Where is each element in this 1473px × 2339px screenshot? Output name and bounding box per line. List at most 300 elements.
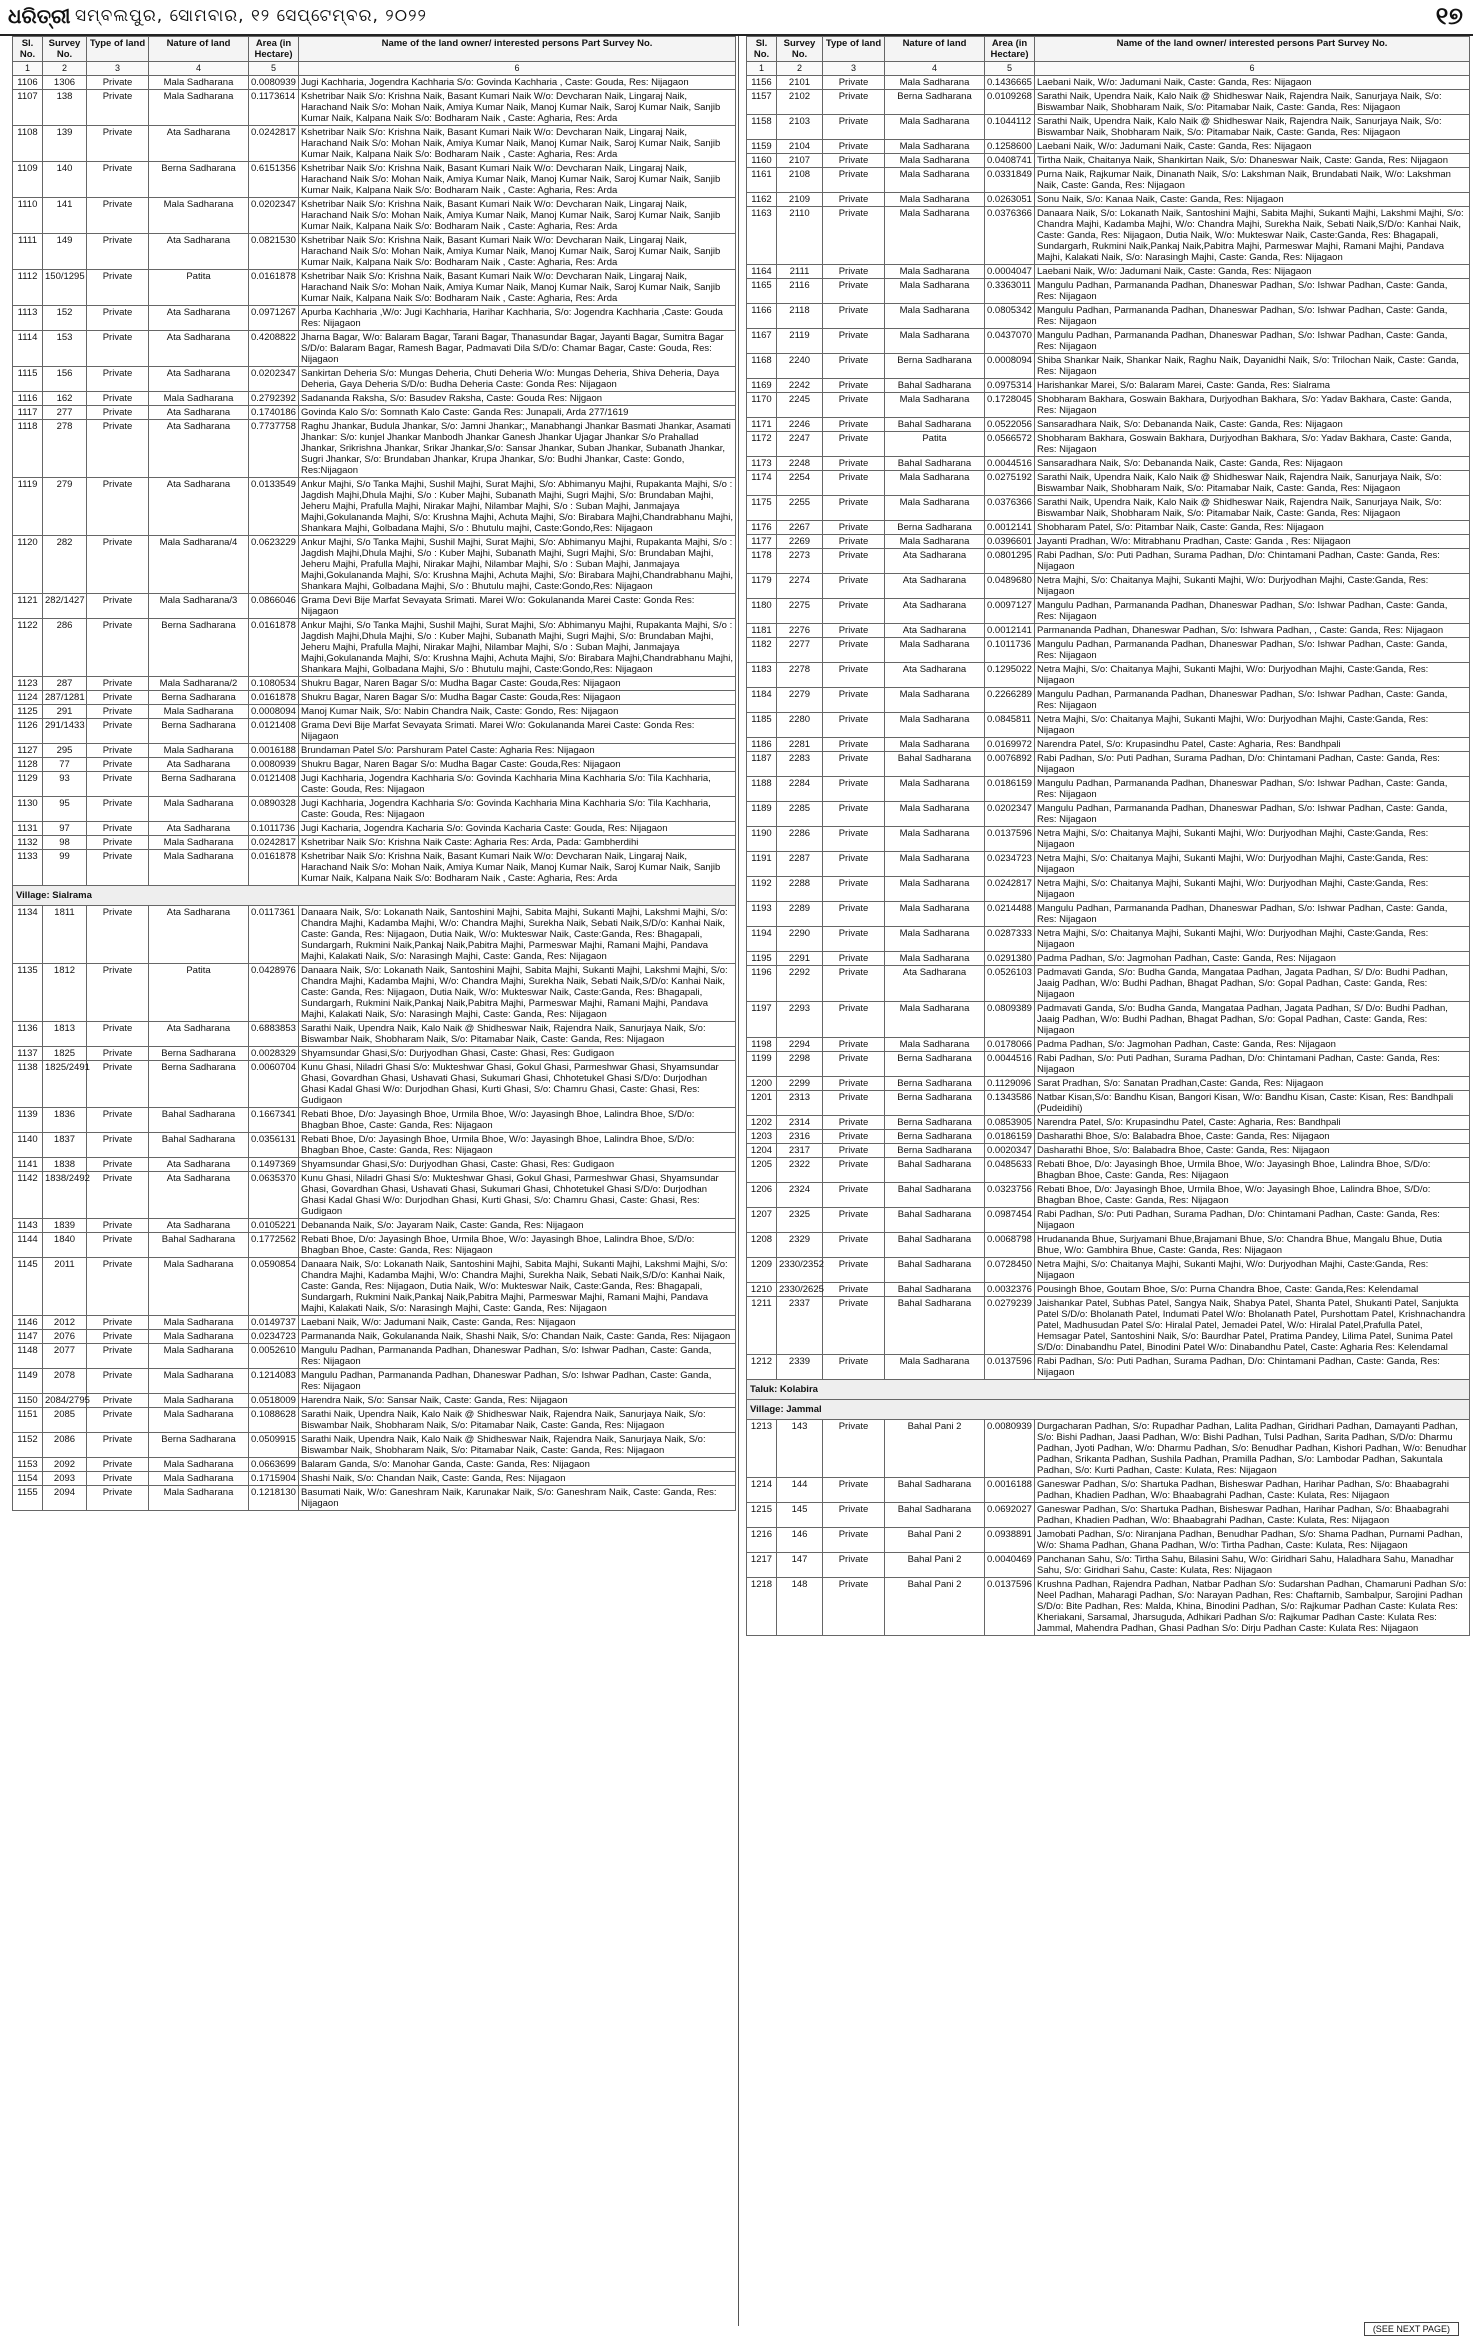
table-row — [13, 406, 736, 420]
table-row — [13, 1433, 736, 1458]
land-type-cell: Private — [823, 1258, 885, 1283]
land-nature-cell: Berna Sadharana — [149, 691, 249, 705]
land-nature-cell: Mala Sadharana — [149, 836, 249, 850]
table-body-left — [13, 76, 736, 1511]
survey-no-cell: 2118 — [777, 304, 823, 329]
header-type: Type of land — [87, 37, 149, 62]
sl-cell: 1114 — [13, 331, 43, 367]
land-nature-cell: Bahal Sadharana — [885, 1233, 985, 1258]
survey-no-cell: 2286 — [777, 827, 823, 852]
area-cell: 0.0028329 — [249, 1047, 299, 1061]
survey-no-cell: 2324 — [777, 1183, 823, 1208]
table-row — [747, 738, 1470, 752]
owner-cell: Mangulu Padhan, Parmananda Padhan, Dhaneswar Padhan, S/o: Ishwar Padhan, Caste: Ganda, Res: Nijagaon — [299, 1344, 736, 1369]
land-type-cell: Private — [823, 966, 885, 1002]
land-nature-cell: Mala Sadharana — [885, 777, 985, 802]
land-type-cell: Private — [87, 1316, 149, 1330]
land-nature-cell: Berna Sadharana — [885, 354, 985, 379]
sl-cell: 1196 — [747, 966, 777, 1002]
area-cell: 0.1728045 — [985, 393, 1035, 418]
area-cell: 0.0279239 — [985, 1297, 1035, 1355]
owner-cell: Shukru Bagar, Naren Bagar S/o: Mudha Bagar Caste: Gouda,Res: Nijagaon — [299, 758, 736, 772]
owner-cell: Kshetribar Naik S/o: Krishna Naik, Basant Kumari Naik W/o: Devcharan Naik, Lingaraj Naik, Harachand Naik S/o: Mohan Naik, Amiya Kumar Naik, Manoj Kumar Naik, Saroj Kumar Naik, Sanjib Kumar Naik, Kalpana Naik S/o: Bodharam Naik , Caste: Agharia, Res: Arda — [299, 126, 736, 162]
owner-cell: Jamobati Padhan, S/o: Niranjana Padhan, Benudhar Padhan, S/o: Shama Padhan, Purnami Padhan, W/o: Shama Padhan, Ghana Padhan, W/o: Tirtha Padhan, Caste: Kulata, Res: Nijagaon — [1035, 1528, 1470, 1553]
column-number: 3 — [87, 62, 149, 76]
survey-no-cell: 2290 — [777, 927, 823, 952]
area-cell: 0.0012141 — [985, 521, 1035, 535]
land-type-cell: Private — [87, 1219, 149, 1233]
land-nature-cell: Mala Sadharana — [149, 850, 249, 886]
area-cell: 0.0975314 — [985, 379, 1035, 393]
land-type-cell: Private — [87, 1061, 149, 1108]
land-nature-cell: Ata Sadharana — [885, 966, 985, 1002]
land-nature-cell: Berna Sadharana — [149, 619, 249, 677]
table-row — [13, 964, 736, 1022]
sl-cell: 1146 — [13, 1316, 43, 1330]
area-cell: 0.1044112 — [985, 115, 1035, 140]
land-type-cell: Private — [87, 76, 149, 90]
survey-no-cell: 2111 — [777, 265, 823, 279]
sl-cell: 1107 — [13, 90, 43, 126]
land-nature-cell: Mala Sadharana/3 — [149, 594, 249, 619]
area-cell: 0.1080534 — [249, 677, 299, 691]
sl-cell: 1187 — [747, 752, 777, 777]
land-type-cell: Private — [823, 549, 885, 574]
table-row — [13, 594, 736, 619]
table-row — [747, 638, 1470, 663]
land-nature-cell: Mala Sadharana — [885, 1355, 985, 1380]
area-cell: 0.0526103 — [985, 966, 1035, 1002]
survey-no-cell: 2316 — [777, 1130, 823, 1144]
land-nature-cell: Mala Sadharana — [149, 705, 249, 719]
land-nature-cell: Mala Sadharana — [149, 1344, 249, 1369]
owner-cell: Pousingh Bhoe, Goutam Bhoe, S/o: Purna Chandra Bhoe, Caste: Ganda,Res: Kelendamal — [1035, 1283, 1470, 1297]
land-type-cell: Private — [823, 1355, 885, 1380]
table-row — [747, 1183, 1470, 1208]
area-cell: 0.0137596 — [985, 1578, 1035, 1636]
land-type-cell: Private — [823, 432, 885, 457]
owner-cell: Jaishankar Patel, Subhas Patel, Sangya Naik, Shabya Patel, Shanta Patel, Shukanti Patel, Sanjukta Patel S/D/o: Bholanath Patel, Indumati Patel W/o: Bholanath Patel, Purshottam Patel, Krishnachandra Patel, Madhusudan Patel S/o: Hiralal Patel, Jemadei Patel, W/o: Hiralal Patel,Prafulla Patel, Hemsagar Patel, Santoshini Naik, S/o: Baurdhar Patel, Pratima Pandey, Lilima Patel, Sunima Patel S/D/o: Dinabandhu Patel, Binodini Patel W/o: Dinabandhu Patel, Caste: Agharia Res: Kelendamal — [1035, 1297, 1470, 1355]
land-type-cell: Private — [823, 599, 885, 624]
land-type-cell: Private — [823, 115, 885, 140]
land-nature-cell: Ata Sadharana — [149, 306, 249, 331]
survey-no-cell: 2116 — [777, 279, 823, 304]
land-nature-cell: Mala Sadharana — [885, 738, 985, 752]
land-type-cell: Private — [823, 329, 885, 354]
sl-cell: 1145 — [13, 1258, 43, 1316]
land-nature-cell: Mala Sadharana — [885, 877, 985, 902]
survey-no-cell: 2314 — [777, 1116, 823, 1130]
survey-no-cell: 2293 — [777, 1002, 823, 1038]
land-nature-cell: Berna Sadharana — [149, 1433, 249, 1458]
area-cell: 0.0202347 — [249, 367, 299, 392]
owner-cell: Danaara Naik, S/o: Lokanath Naik, Santoshini Majhi, Sabita Majhi, Sukanti Majhi, Lakshmi Majhi, S/o: Chandra Majhi, Kadamba Majhi, W/o: Chandra Majhi, Surekha Naik, Sebati Naik,S/D/o: Kanhai Naik, Caste: Ganda, Res: Nijagaon, Dutia Naik, W/o: Mukteswar Naik, Caste:Ganda, Res: Bhagapali, Sundargarh, Rukmini Naik,Pankaj Naik,Pabitra Majhi, Parmeswar Majhi, Ramani Majhi, Pandava Majhi, Kalakati Naik, S/o: Narasingh Majhi, Caste: Ganda, Res: Nijagaon — [299, 1258, 736, 1316]
table-row — [13, 1472, 736, 1486]
owner-cell: Netra Majhi, S/o: Chaitanya Majhi, Sukanti Majhi, W/o: Durjyodhan Majhi, Caste:Ganda, Res: Nijagaon — [1035, 663, 1470, 688]
table-row — [747, 752, 1470, 777]
owner-cell: Netra Majhi, S/o: Chaitanya Majhi, Sukanti Majhi, W/o: Durjyodhan Majhi, Caste:Ganda, Res: Nijagaon — [1035, 713, 1470, 738]
table-row — [747, 1553, 1470, 1578]
land-type-cell: Private — [87, 619, 149, 677]
area-cell: 0.0161878 — [249, 270, 299, 306]
area-cell: 0.0044516 — [985, 457, 1035, 471]
survey-no-cell: 286 — [43, 619, 87, 677]
sl-cell: 1189 — [747, 802, 777, 827]
village-heading: Village: Jammal — [747, 1400, 1470, 1420]
column-number: 4 — [149, 62, 249, 76]
column-number-row — [13, 62, 736, 76]
sl-cell: 1180 — [747, 599, 777, 624]
land-type-cell: Private — [823, 457, 885, 471]
land-type-cell: Private — [823, 752, 885, 777]
area-cell: 0.0109268 — [985, 90, 1035, 115]
land-nature-cell: Berna Sadharana — [149, 1047, 249, 1061]
owner-cell: Raghu Jhankar, Budula Jhankar, S/o: Jamni Jhankar;, Manabhangi Jhankar Basmati Jhankar, Asamati Jhankar: S/o: kunjel Jhankar Manbodh Jhankar Ganesh Jhankar Ujagar Jhankar S/o Prahallad Jhankar, Srikrishna Jhankar, Srikar Jhankar,S/o: Sansar Jhankar, Suban Jhankar, Subanath Jhankar, Sugri Jhankar, S/o: Brundaban Jhankar, Krupa Jhankar, S/o: Budhi Jhankar, Caste: Gondo, Res:Nijagaon — [299, 420, 736, 478]
area-cell: 0.1129096 — [985, 1077, 1035, 1091]
land-type-cell: Private — [87, 270, 149, 306]
area-cell: 0.0331849 — [985, 168, 1035, 193]
sl-cell: 1188 — [747, 777, 777, 802]
owner-cell: Sansaradhara Naik, S/o: Debananda Naik, Caste: Ganda, Res: Nijagaon — [1035, 457, 1470, 471]
land-type-cell: Private — [87, 1108, 149, 1133]
land-type-cell: Private — [87, 797, 149, 822]
survey-no-cell: 2276 — [777, 624, 823, 638]
table-row — [747, 1208, 1470, 1233]
area-cell: 0.1295022 — [985, 663, 1035, 688]
sl-cell: 1138 — [13, 1061, 43, 1108]
area-cell: 0.0040469 — [985, 1553, 1035, 1578]
owner-cell: Durgacharan Padhan, S/o: Rupadhar Padhan, Lalita Padhan, Giridhari Padhan, Damayanti Padhan, S/o: Bishi Padhan, Jaasi Padhan, W/o: Bishi Padhan, Tulsi Padhan, Sarita Padhan, S/D/o: Dharmu Padhan, Jyoti Padhan, W/o: Dharmu Padhan, S/o: Benudhar Padhan, Kishori Padhan, W/o: Benudhar Padhan, Srikanta Padhan, Sushila Padhan, Pramilla Padhan, S/o: Lambodar Padhan, Sakuntala Padhan, S/o: Kurti Padhan, Caste: Kulata, Res: Nijagaon — [1035, 1420, 1470, 1478]
owner-cell: Mangulu Padhan, Parmananda Padhan, Dhaneswar Padhan, S/o: Ishwar Padhan, Caste: Ganda, Res: Nijagaon — [1035, 599, 1470, 624]
table-row — [13, 536, 736, 594]
owner-cell: Tirtha Naik, Chaitanya Naik, Shankirtan Naik, S/o: Dhaneswar Naik, Caste: Ganda, Res: Nijagaon — [1035, 154, 1470, 168]
sl-cell: 1204 — [747, 1144, 777, 1158]
land-nature-cell: Ata Sadharana — [149, 906, 249, 964]
sl-cell: 1183 — [747, 663, 777, 688]
area-cell: 0.0121408 — [249, 719, 299, 744]
land-type-cell: Private — [823, 777, 885, 802]
area-cell: 0.6883853 — [249, 1022, 299, 1047]
survey-no-cell: 138 — [43, 90, 87, 126]
land-nature-cell: Mala Sadharana — [885, 496, 985, 521]
land-type-cell: Private — [823, 1038, 885, 1052]
survey-no-cell: 1836 — [43, 1108, 87, 1133]
owner-cell: Danaara Naik, S/o: Lokanath Naik, Santoshini Majhi, Sabita Majhi, Sukanti Majhi, Lakshmi Majhi, S/o: Chandra Majhi, Kadamba Majhi, W/o: Chandra Majhi, Surekha Naik, Sebati Naik,S/D/o: Kanhai Naik, Caste: Ganda, Res: Nijagaon, Dutia Naik, W/o: Mukteswar Naik, Caste:Ganda, Res: Bhagapali, Sundargarh, Rukmini Naik,Pankaj Naik,Pabitra Majhi, Parmeswar Majhi, Ramani Majhi, Pandava Majhi, Kalakati Naik, S/o: Narasingh Majhi, Caste: Ganda, Res: Nijagaon — [299, 964, 736, 1022]
survey-no-cell: 2240 — [777, 354, 823, 379]
sl-cell: 1152 — [13, 1433, 43, 1458]
owner-cell: Sonu Naik, S/o: Kanaa Naik, Caste: Ganda, Res: Nijagaon — [1035, 193, 1470, 207]
sl-cell: 1190 — [747, 827, 777, 852]
land-nature-cell: Ata Sadharana — [885, 599, 985, 624]
survey-no-cell: 97 — [43, 822, 87, 836]
land-nature-cell: Bahal Sadharana — [885, 1208, 985, 1233]
land-type-cell: Private — [87, 705, 149, 719]
land-type-cell: Private — [87, 1133, 149, 1158]
masthead — [0, 0, 1473, 36]
land-type-cell: Private — [823, 354, 885, 379]
land-nature-cell: Berna Sadharana — [885, 1052, 985, 1077]
table-row — [747, 624, 1470, 638]
land-nature-cell: Bahal Pani 2 — [885, 1553, 985, 1578]
land-table-left — [12, 36, 736, 1511]
survey-no-cell: 95 — [43, 797, 87, 822]
table-row — [747, 1002, 1470, 1038]
survey-no-cell: 148 — [777, 1578, 823, 1636]
survey-no-cell: 2011 — [43, 1258, 87, 1316]
area-cell: 0.1088628 — [249, 1408, 299, 1433]
survey-no-cell: 2245 — [777, 393, 823, 418]
land-type-cell: Private — [87, 1047, 149, 1061]
owner-cell: Sarathi Naik, Upendra Naik, Kalo Naik @ Shidheswar Naik, Rajendra Naik, Sanurjaya Naik, S/o: Biswambar Naik, Shobharam Naik, S/o: Pitamabar Naik, Caste: Ganda, Res: Nijagaon — [299, 1433, 736, 1458]
land-nature-cell: Bahal Sadharana — [149, 1108, 249, 1133]
table-row — [747, 1283, 1470, 1297]
area-cell: 0.0178066 — [985, 1038, 1035, 1052]
survey-no-cell: 2294 — [777, 1038, 823, 1052]
sl-cell: 1155 — [13, 1486, 43, 1511]
owner-cell: Laebani Naik, W/o: Jadumani Naik, Caste: Ganda, Res: Nijagaon — [299, 1316, 736, 1330]
sl-cell: 1207 — [747, 1208, 777, 1233]
land-type-cell: Private — [87, 306, 149, 331]
area-cell: 0.0016188 — [985, 1478, 1035, 1503]
sl-cell: 1165 — [747, 279, 777, 304]
table-row — [747, 852, 1470, 877]
sl-cell: 1127 — [13, 744, 43, 758]
table-row — [747, 457, 1470, 471]
land-type-cell: Private — [823, 265, 885, 279]
land-type-cell: Private — [823, 279, 885, 304]
table-body-right — [747, 76, 1470, 1636]
sl-cell: 1150 — [13, 1394, 43, 1408]
land-nature-cell: Berna Sadharana — [885, 521, 985, 535]
land-nature-cell: Mala Sadharana — [885, 193, 985, 207]
land-type-cell: Private — [823, 154, 885, 168]
area-cell: 0.0509915 — [249, 1433, 299, 1458]
area-cell: 0.1772562 — [249, 1233, 299, 1258]
table-header-row — [747, 37, 1470, 62]
header-nature: Nature of land — [885, 37, 985, 62]
survey-no-cell: 1306 — [43, 76, 87, 90]
header-sl: Sl. No. — [747, 37, 777, 62]
owner-cell: Danaara Naik, S/o: Lokanath Naik, Santoshini Majhi, Sabita Majhi, Sukanti Majhi, Lakshmi Majhi, S/o: Chandra Majhi, Kadamba Majhi, W/o: Chandra Majhi, Surekha Naik, Sebati Naik,S/D/o: Kanhai Naik, Caste: Ganda, Res: Nijagaon, Dutia Naik, W/o: Mukteswar Naik, Caste:Ganda, Res: Bhagapali, Sundargarh, Rukmini Naik,Pankaj Naik,Pabitra Majhi, Parmeswar Majhi, Ramani Majhi, Pandava Majhi, Kalakati Naik, S/o: Narasingh Majhi, Caste: Ganda, Res: Nijagaon — [299, 906, 736, 964]
land-nature-cell: Mala Sadharana — [885, 279, 985, 304]
owner-cell: Shobharam Bakhara, Goswain Bakhara, Durjyodhan Bakhara, S/o: Yadav Bakhara, Caste: Ganda, Res: Nijagaon — [1035, 432, 1470, 457]
area-cell: 0.0020347 — [985, 1144, 1035, 1158]
sl-cell: 1216 — [747, 1528, 777, 1553]
land-type-cell: Private — [87, 162, 149, 198]
area-cell: 0.0080939 — [249, 758, 299, 772]
header-sl: Sl. No. — [13, 37, 43, 62]
sl-cell: 1112 — [13, 270, 43, 306]
owner-cell: Mangulu Padhan, Parmananda Padhan, Dhaneswar Padhan, S/o: Ishwar Padhan, Caste: Ganda, Res: Nijagaon — [1035, 777, 1470, 802]
header-nature: Nature of land — [149, 37, 249, 62]
sl-cell: 1184 — [747, 688, 777, 713]
sl-cell: 1139 — [13, 1108, 43, 1133]
column-number: 4 — [885, 62, 985, 76]
area-cell: 0.2792392 — [249, 392, 299, 406]
land-type-cell: Private — [87, 1330, 149, 1344]
land-nature-cell: Mala Sadharana — [149, 797, 249, 822]
table-row — [13, 1458, 736, 1472]
area-cell: 0.1218130 — [249, 1486, 299, 1511]
table-row — [747, 1130, 1470, 1144]
sl-cell: 1109 — [13, 162, 43, 198]
table-row — [747, 902, 1470, 927]
header-area: Area (in Hectare) — [249, 37, 299, 62]
survey-no-cell: 2287 — [777, 852, 823, 877]
sl-cell: 1156 — [747, 76, 777, 90]
sl-cell: 1111 — [13, 234, 43, 270]
land-nature-cell: Ata Sadharana — [149, 367, 249, 392]
survey-no-cell: 2299 — [777, 1077, 823, 1091]
land-type-cell: Private — [87, 1458, 149, 1472]
survey-no-cell: 2248 — [777, 457, 823, 471]
survey-no-cell: 2254 — [777, 471, 823, 496]
table-row — [747, 496, 1470, 521]
land-type-cell: Private — [823, 1052, 885, 1077]
survey-no-cell: 2283 — [777, 752, 823, 777]
sl-cell: 1157 — [747, 90, 777, 115]
survey-no-cell: 2086 — [43, 1433, 87, 1458]
land-type-cell: Private — [87, 677, 149, 691]
land-nature-cell: Mala Sadharana — [885, 471, 985, 496]
area-cell: 0.0161878 — [249, 850, 299, 886]
land-type-cell: Private — [87, 1158, 149, 1172]
survey-no-cell: 150/1295 — [43, 270, 87, 306]
sl-cell: 1153 — [13, 1458, 43, 1472]
survey-no-cell: 1813 — [43, 1022, 87, 1047]
area-cell: 0.0137596 — [985, 1355, 1035, 1380]
owner-cell: Mangulu Padhan, Parmananda Padhan, Dhaneswar Padhan, S/o: Ishwar Padhan, Caste: Ganda, Res: Nijagaon — [1035, 902, 1470, 927]
sl-cell: 1173 — [747, 457, 777, 471]
land-type-cell: Private — [823, 1002, 885, 1038]
owner-cell: Mangulu Padhan, Parmananda Padhan, Dhaneswar Padhan, S/o: Ishwar Padhan, Caste: Ganda, Res: Nijagaon — [1035, 638, 1470, 663]
sl-cell: 1212 — [747, 1355, 777, 1380]
survey-no-cell: 2313 — [777, 1091, 823, 1116]
area-cell: 0.0805342 — [985, 304, 1035, 329]
land-type-cell: Private — [87, 594, 149, 619]
area-cell: 0.0987454 — [985, 1208, 1035, 1233]
table-row — [747, 952, 1470, 966]
area-cell: 0.0728450 — [985, 1258, 1035, 1283]
survey-no-cell: 277 — [43, 406, 87, 420]
area-cell: 0.0076892 — [985, 752, 1035, 777]
sl-cell: 1117 — [13, 406, 43, 420]
owner-cell: Rebati Bhoe, D/o: Jayasingh Bhoe, Urmila Bhoe, W/o: Jayasingh Bhoe, Lalindra Bhoe, S/D/o: Bhagban Bhoe, Caste: Ganda, Res: Nijagaon — [1035, 1158, 1470, 1183]
owner-cell: Krushna Padhan, Rajendra Padhan, Natbar Padhan S/o: Sudarshan Padhan, Chamaruni Padhan S/o: Neel Padhan, Maharagi Padhan, S/o: Narayan Padhan, Res: Chaftarnib, Sambalpur, Sarojini Padhan S/D/o: Bite Padhan, Res: Malda, Khina, Binodini Padhan, S/o: Rajkumar Padhan Caste: Kulata Res: Kheriakani, Sarsamal, Jharsuguda, Adhikari Padhan S/o: Rajkumar Padhan Caste: Kulata Res: Jammal, Mahendra Padhan, Ghasi Padhan S/o: Dirju Padhan Caste: Kulata Res: Nijagaon — [1035, 1578, 1470, 1636]
sl-cell: 1209 — [747, 1258, 777, 1283]
land-type-cell: Private — [87, 392, 149, 406]
sl-cell: 1167 — [747, 329, 777, 354]
owner-cell: Netra Majhi, S/o: Chaitanya Majhi, Sukanti Majhi, W/o: Durjyodhan Majhi, Caste:Ganda, Res: Nijagaon — [1035, 877, 1470, 902]
table-row — [747, 1144, 1470, 1158]
sl-cell: 1149 — [13, 1369, 43, 1394]
survey-no-cell: 2280 — [777, 713, 823, 738]
table-row — [747, 713, 1470, 738]
area-cell: 0.0566572 — [985, 432, 1035, 457]
sl-cell: 1163 — [747, 207, 777, 265]
land-nature-cell: Ata Sadharana — [885, 663, 985, 688]
land-type-cell: Private — [823, 1283, 885, 1297]
land-nature-cell: Ata Sadharana — [885, 549, 985, 574]
survey-no-cell: 2094 — [43, 1486, 87, 1511]
sl-cell: 1211 — [747, 1297, 777, 1355]
area-cell: 0.0008094 — [985, 354, 1035, 379]
table-row — [13, 1369, 736, 1394]
table-row — [747, 1420, 1470, 1478]
land-nature-cell: Mala Sadharana — [885, 902, 985, 927]
table-row — [13, 420, 736, 478]
sl-cell: 1154 — [13, 1472, 43, 1486]
land-nature-cell: Bahal Sadharana — [885, 457, 985, 471]
land-nature-cell: Bahal Sadharana — [885, 752, 985, 777]
owner-cell: Laebani Naik, W/o: Jadumani Naik, Caste: Ganda, Res: Nijagaon — [1035, 140, 1470, 154]
survey-no-cell: 99 — [43, 850, 87, 886]
table-row — [13, 705, 736, 719]
table-row — [747, 877, 1470, 902]
survey-no-cell: 2108 — [777, 168, 823, 193]
survey-no-cell: 2329 — [777, 1233, 823, 1258]
owner-cell: Kshetribar Naik S/o: Krishna Naik, Basant Kumari Naik W/o: Devcharan Naik, Lingaraj Naik, Harachand Naik S/o: Mohan Naik, Amiya Kumar Naik, Manoj Kumar Naik, Saroj Kumar Naik, Sanjib Kumar Naik, Kalpana Naik S/o: Bodharam Naik , Caste: Agharia, Res: Arda — [299, 234, 736, 270]
owner-cell: Natbar Kisan,S/o: Bandhu Kisan, Bangori Kisan, W/o: Bandhu Kisan, Caste: Kisan, Res: Bandhpali (Pudeidihi) — [1035, 1091, 1470, 1116]
area-cell: 0.0133549 — [249, 478, 299, 536]
owner-cell: Ganeswar Padhan, S/o: Shartuka Padhan, Bisheswar Padhan, Harihar Padhan, S/o: Bhaabagrahi Padhan, Khadien Padhan, W/o: Bhaabagrahi Padhan, Caste: Kulata, Res: Nijagaon — [1035, 1503, 1470, 1528]
survey-no-cell: 1838/2492 — [43, 1172, 87, 1219]
land-type-cell: Private — [823, 207, 885, 265]
survey-no-cell: 149 — [43, 234, 87, 270]
sl-cell: 1215 — [747, 1503, 777, 1528]
survey-no-cell: 1839 — [43, 1219, 87, 1233]
land-type-cell: Private — [87, 331, 149, 367]
land-type-cell: Private — [823, 738, 885, 752]
area-cell: 0.0623229 — [249, 536, 299, 594]
survey-no-cell: 2085 — [43, 1408, 87, 1433]
owner-cell: Danaara Naik, S/o: Lokanath Naik, Santoshini Majhi, Sabita Majhi, Sukanti Majhi, Lakshmi Majhi, S/o: Chandra Majhi, Kadamba Majhi, W/o: Chandra Majhi, Surekha Naik, Sebati Naik,S/D/o: Kanhai Naik, Caste: Ganda, Res: Nijagaon, Dutia Naik, W/o: Mukteswar Naik, Caste:Ganda, Res: Bhagapali, Sundargarh, Rukmini Naik,Pankaj Naik,Pabitra Majhi, Parmeswar Majhi, Ramani Majhi, Pandava Majhi, Kalakati Naik, S/o: Narasingh Majhi, Caste: Ganda, Res: Nijagaon — [1035, 207, 1470, 265]
area-cell: 0.0161878 — [249, 691, 299, 705]
land-nature-cell: Mala Sadharana — [885, 802, 985, 827]
land-type-cell: Private — [823, 521, 885, 535]
survey-no-cell: 98 — [43, 836, 87, 850]
land-type-cell: Private — [823, 76, 885, 90]
sl-cell: 1121 — [13, 594, 43, 619]
owner-cell: Shiba Shankar Naik, Shankar Naik, Raghu Naik, Dayanidhi Naik, S/o: Trilochan Naik, Caste: Ganda, Res: Nijagaon — [1035, 354, 1470, 379]
owner-cell: Kshetribar Naik S/o: Krishna Naik, Basant Kumari Naik W/o: Devcharan Naik, Lingaraj Naik, Harachand Naik S/o: Mohan Naik, Amiya Kumar Naik, Manoj Kumar Naik, Saroj Kumar Naik, Sanjib Kumar Naik, Kalpana Naik S/o: Bodharam Naik , Caste: Agharia, Res: Arda — [299, 850, 736, 886]
land-type-cell: Private — [823, 1578, 885, 1636]
column-number: 5 — [985, 62, 1035, 76]
owner-cell: Padma Padhan, S/o: Jagmohan Padhan, Caste: Ganda, Res: Nijagaon — [1035, 1038, 1470, 1052]
land-nature-cell: Bahal Sadharana — [885, 1183, 985, 1208]
sl-cell: 1199 — [747, 1052, 777, 1077]
village-heading: Village: Sialrama — [13, 886, 736, 906]
survey-no-cell: 2285 — [777, 802, 823, 827]
table-row — [13, 392, 736, 406]
land-nature-cell: Mala Sadharana — [885, 1038, 985, 1052]
owner-cell: Kshetribar Naik S/o: Krishna Naik, Basant Kumari Naik W/o: Devcharan Naik, Lingaraj Naik, Harachand Naik S/o: Mohan Naik, Amiya Kumar Naik, Manoj Kumar Naik, Saroj Kumar Naik, Sanjib Kumar Naik, Kalpana Naik S/o: Bodharam Naik , Caste: Agharia, Res: Arda — [299, 198, 736, 234]
area-cell: 0.0291380 — [985, 952, 1035, 966]
area-cell: 0.0121408 — [249, 772, 299, 797]
land-nature-cell: Ata Sadharana — [149, 420, 249, 478]
owner-cell: Mangulu Padhan, Parmananda Padhan, Dhaneswar Padhan, S/o: Ishwar Padhan, Caste: Ganda, Res: Nijagaon — [1035, 279, 1470, 304]
table-row — [13, 234, 736, 270]
owner-cell: Mangulu Padhan, Parmananda Padhan, Dhaneswar Padhan, S/o: Ishwar Padhan, Caste: Ganda, Res: Nijagaon — [1035, 802, 1470, 827]
land-type-cell: Private — [87, 536, 149, 594]
owner-cell: Netra Majhi, S/o: Chaitanya Majhi, Sukanti Majhi, W/o: Durjyodhan Majhi, Caste:Ganda, Res: Nijagaon — [1035, 827, 1470, 852]
land-type-cell: Private — [823, 1183, 885, 1208]
land-nature-cell: Mala Sadharana — [885, 154, 985, 168]
table-row — [747, 1478, 1470, 1503]
owner-cell: Mangulu Padhan, Parmananda Padhan, Dhaneswar Padhan, S/o: Ishwar Padhan, Caste: Ganda, Res: Nijagaon — [299, 1369, 736, 1394]
area-cell: 0.0428976 — [249, 964, 299, 1022]
area-cell: 0.0214488 — [985, 902, 1035, 927]
